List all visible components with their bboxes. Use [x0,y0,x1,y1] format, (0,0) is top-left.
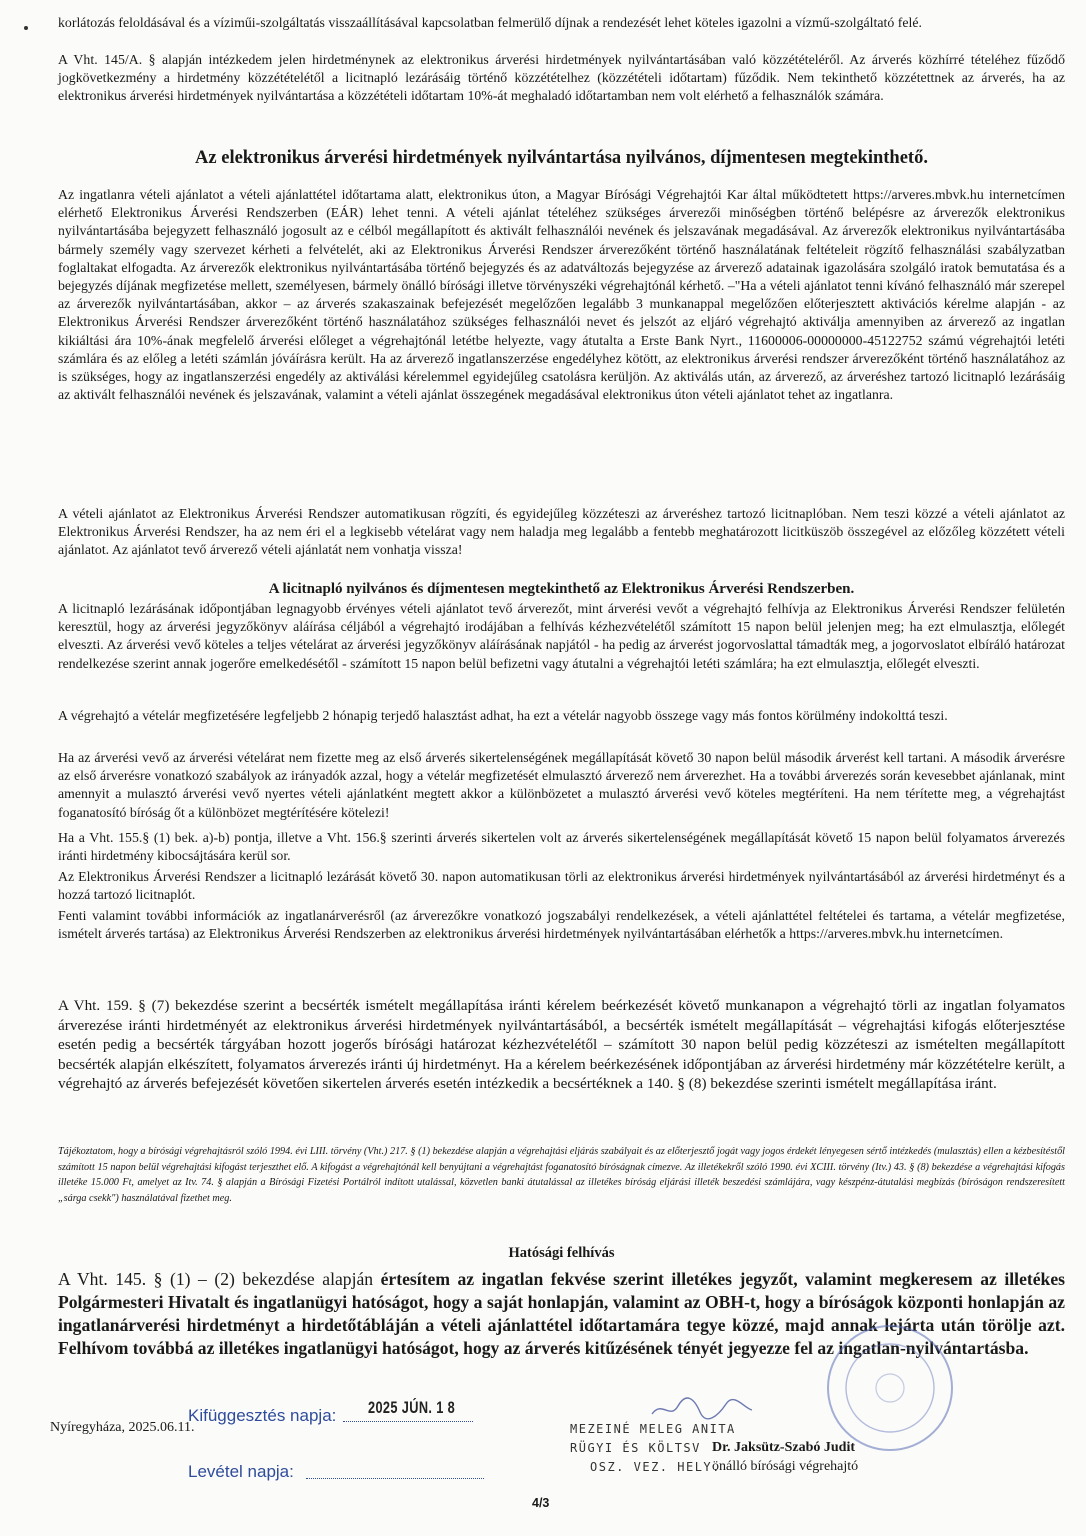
offer-paragraph-1: Az ingatlanra vételi ajánlatot a vételi ajánlattétel időtartama alatt, elektronikus úton, a Magyar Bírósági Végrehajtói Kar által működtetett https://arveres.mbvk.hu internetcímen elérhető Elektronikus Árverési Rendszerben (EÁR) lehet tenni. A vételi ajánlat tételéhez szükséges árverezői minőségben történő belépésre az árverezők elektronikus nyilvántartásába bejegyzett felhasználó jogosult az e célból megállapított és aktivált felhasználói nevének és jelszavának megadásával. Az árverezők elektronikus nyilvántartásába bármely személy vagy szervezet kérheti a felvételét, aki az Elektronikus Árverési Rendszer árverezőként történő használatának feltételeit rögzítő felhasználási szabályzatban foglaltakat elfogadta. Az árverezők elektronikus nyilvántartásába történő bejegyzés és az adatváltozás bejegyzése az árverező adatainak igazolására szolgáló iratok bemutatása és a bejegyzés díjának megfizetése mellett, személyesen, bármely önálló bírósági illetve törvényszéki végrehajtónál kérhető. –"Ha a vételi ajánlatot tenni kívánó felhasználó már szerepel az árverezők nyilvántartásában, akkor – az árverés szakaszainak befejezését megelőzően legalább 3 munkanappal megelőzően előterjesztett aktivációs kérelme alapján - az Elektronikus Árverési Rendszer árverezőként történő használatához szükséges felhasználói nevet és jelszót az eljáró végrehajtó aktiválja amennyiben az árverező az ingatlan kikiáltási ára 10%-ának megfelelő árverési előleget a végrehajtónál letétbe helyezte, vagy átutalta a Erste Bank Nyrt., 11600006-00000000-45122752 számú végrehajtói letéti számlára és az előleg a letéti számlán jóváírásra került. Ha az árverező ingatlanszerzése engedélyhez kötött, az elektronikus árverési rendszer árverezőként történő használatához az is szükséges, hogy az ingatlanszerzési engedély az aktiválási kérelemmel egyidejűleg csatolásra kerüljön. Az aktiválás után, az árverező, az árveréshez tartozó licitnapló lezárásáig az aktivált felhasználói nevének és jelszavának, valamint a vételi ajánlat összegének megadásával elektronikus úton vételi ajánlatot tehet az ingatlanra. [58,187,1065,403]
heading-public-registry: Az elektronikus árverési hirdetmények nyilvántartása nyilvános, díjmentesen megtekinthető. [195,148,928,168]
intro-paragraph-2: A Vht. 145/A. § alapján intézkedem jelen hirdetménynek az elektronikus árverési hirdetmények nyilvántartásában való közzétételéről. Az árverés közhírré tételéhez fűződő jogkövetkezmény a hirdetmény közzétételétől a licitnapló lezárásáig történő közzétételhez (közzétételi időtartam) fűződik. Nem tekinthető közzétettnek az árverés, ha az elektronikus árverési hirdetmények nyilvántartása a közzétételi időtartam 10%-át meghaladó időtartamban nem volt elérhető a felhasználók számára. [58,52,1065,104]
margin-mark [24,26,28,30]
log-paragraph-3: Ha az árverési vevő az árverési vételárat nem fizette meg az első árverés sikertelenségének megállapítását követő 30 napon belül második árverést kell tartani. A második árverésre az első árverésre vonatkozó szabályok az irányadók azzal, hogy a vételár megfizetését elmulasztó árverező nem árverezhet. Ha a további árverezés során kevesebbet ajánlanak, mint amennyit a mulasztó árverési vevő nyertes vételi ajánlatként megtett akkor a különbözetet a mulasztó árverési vevő köteles megtéríteni. Ha nem térítette meg, a végrehajtást foganatosító bíróság őt a különbözet megtérítésére kötelezi! [58,750,1065,820]
official-seal-icon [820,1318,960,1458]
authority-request-body: értesítem az ingatlan fekvése szerint illetékes jegyzőt, valamint megkeresem az illetékes Polgármesteri Hivatalt és ingatlanügyi hatóságot, hogy a saját honlapján, valamint az OBH-t, hogy a bíróságok központi honlapján az ingatlanárverési hirdetményt a hirdetőtábláján a vételi ajánlattétel időtartamára tegye közzé, majd annak lejárta után törölje azt. Felhívom továbbá az illetékes ingatlanügyi hatóságot, hogy az árverés kitűzésének tényét jegyezze fel az ingatlan-nyilvántartásba. [58,1269,1065,1358]
log-paragraph-4: Ha a Vht. 155.§ (1) bek. a)-b) pontja, illetve a Vht. 156.§ szerinti árverés sikertelen volt az árverés sikertelenségének megállapítását követő 15 napon belül folyamatos árverezés iránti hirdetmény kibocsájtására kerül sor. [58,830,1065,864]
signer-name: Dr. Jaksütz-Szabó Judit [712,1440,856,1455]
handwritten-deputy-name: MEZEINÉ MELEG ANITA [570,1422,736,1436]
removal-date-line [306,1478,484,1479]
page-number: 4/3 [532,1496,550,1510]
handwritten-deputy-title: OSZ. VEZ. HELY. [590,1460,721,1474]
intro-paragraph-1: korlátozás feloldásával és a víziműi-szolgáltatás visszaállításával kapcsolatban felmerülő díjnak a rendezését lehet köteles igazolni a vízmű-szolgáltató felé. [58,15,922,30]
offer-paragraph-2: A vételi ajánlatot az Elektronikus Árverési Rendszer automatikusan rögzíti, és egyidejűleg közzéteszi az árveréshez tartozó licitnaplóban. Nem teszi közzé a vételi ajánlatot az Elektronikus Árverési Rendszer, ha az nem éri el a legkisebb vételárat vagy nem haladja meg legalább a fentebb meghatározott licitküszöb összegével az előzőleg közzétett vételi ajánlatot. Az ajánlatot tevő árverező vételi ajánlatát nem vonhatja vissza! [58,506,1065,558]
log-paragraph-2: A végrehajtó a vételár megfizetésére legfeljebb 2 hónapig terjedő halasztást adhat, ha ezt a vételár nagyobb összege vagy más fontos körülmény indokolttá teszi. [58,708,948,723]
posted-date-line [343,1421,473,1422]
authority-request-lead: A Vht. 145. § (1) – (2) bekezdése alapján [58,1269,374,1289]
place-and-date: Nyíregyháza, 2025.06.11. [50,1420,195,1435]
log-paragraph-6: Fenti valamint további információk az ingatlanárverésről (az árverezőkre vonatkozó jogszabályi rendelkezések, a vételi ajánlattétel feltételei és tartama, a vételár megfizetése, ismételt árverés tartása) az Elektronikus Árverési Rendszerben az elektronikus árverési hirdetmények nyilvántartásában elérhetők a https://arveres.mbvk.hu internetcímen. [58,908,1065,942]
handwritten-deputy-role: RÜGYI ÉS KÖLTSV [570,1441,701,1455]
posted-date-value: 2025 JÚN. 1 8 [368,1398,456,1417]
log-paragraph-5: Az Elektronikus Árverési Rendszer a licitnapló lezárását követő 30. napon automatikusan törli az elektronikus árverési hirdetmények nyilvántartásából az árverési hirdetményt és a hozzá tartozó licitnaplót. [58,869,1065,903]
log-paragraph-1: A licitnapló lezárásának időpontjában legnagyobb érvényes vételi ajánlatot tevő árverezőt, mint árverési vevőt a végrehajtó felhívja az Elektronikus Árverési Rendszer felületén keresztül, hogy az árverési jegyzőkönyv aláírása céljából a végrehajtó irodájában a felhívás kézhezvételétől számított 15 napon belül jelenjen meg; ha ezt elmulasztja, előlegét elveszti. Az árverési vevő köteles a teljes vételárat az árverési jegyzőkönyv aláírásának napjától - ha pedig az árverést jogorvoslattal támadták meg, a jogorvoslatot elbíráló határozat rendelkezése szerint annak jogerőre emelkedésétől - számított 15 napon belül befizetni vagy átutalni a végrehajtói letéti számlára; ha ezt elmulasztja, előlegét elveszti. [58,601,1065,671]
signer-title: önálló bírósági végrehajtó [712,1459,859,1474]
remedy-notice: Tájékoztatom, hogy a bírósági végrehajtásról szóló 1994. évi LIII. törvény (Vht.) 217. § (1) bekezdése alapján a végrehajtási eljárás szabályait és az előterjesztő jogát vagy jogos érdekét lényegesen sértő intézkedés (mulasztás) ellen a kézbesítéstől számított 15 napon belül végrehajtási kifogást terjeszthet elő. A kifogást a végrehajtónál kell benyújtani a végrehajtást foganatosító bíróságnak címezve. Az illetékekről szóló 1990. évi XCIII. törvény (Itv.) 43. § (8) bekezdése a végrehajtási kifogás illetéke 15.000 Ft, amelyet az Itv. 74. § alapján a Bírósági Fizetési Portálról indított utalással, közvetlen banki átutalással az illetékes bíróság eljárási illeték beszedési számlájára, vagy készpénz-átutalási megbízás (bíróságon rendszeresített „sárga csekk") használatával fizethet meg. [58,1146,1065,1204]
valuation-paragraph: A Vht. 159. § (7) bekezdése szerint a becsérték ismételt megállapítása iránti kérelem beérkezését követő munkanapon a végrehajtó törli az ingatlan folyamatos árverezése iránti hirdetményét az elektronikus árverési hirdetmények nyilvántartásából, a becsérték ismételt megállapítását – végrehajtási kifogás előterjesztése esetén pedig a becsérték tárgyában hozott jogerős bírósági határozat kézhezvételétől – számított 30 napon belül pedig közzéteszi az ismételten megállapított becsérték alapján elkészített, folyamatos árverezés iránti új hirdetményt. Ha a kérelem beérkezésének időpontjában az árverési hirdetmény már közzétételre került, a végrehajtó az árverés befejezését követően sikertelen árverés esetén intézkedik a becsértéknek a 140. § (8) bekezdése szerinti ismételt megállapítása iránt. [58,997,1065,1093]
removal-date-label: Levétel napja: [188,1462,294,1481]
heading-authority-request: Hatósági felhívás [508,1245,615,1261]
posted-date-label: Kifüggesztés napja: [188,1406,337,1425]
signature-icon [648,1394,758,1424]
heading-bid-log: A licitnapló nyilvános és díjmentesen megtekinthető az Elektronikus Árverési Rendszerben. [268,581,855,597]
